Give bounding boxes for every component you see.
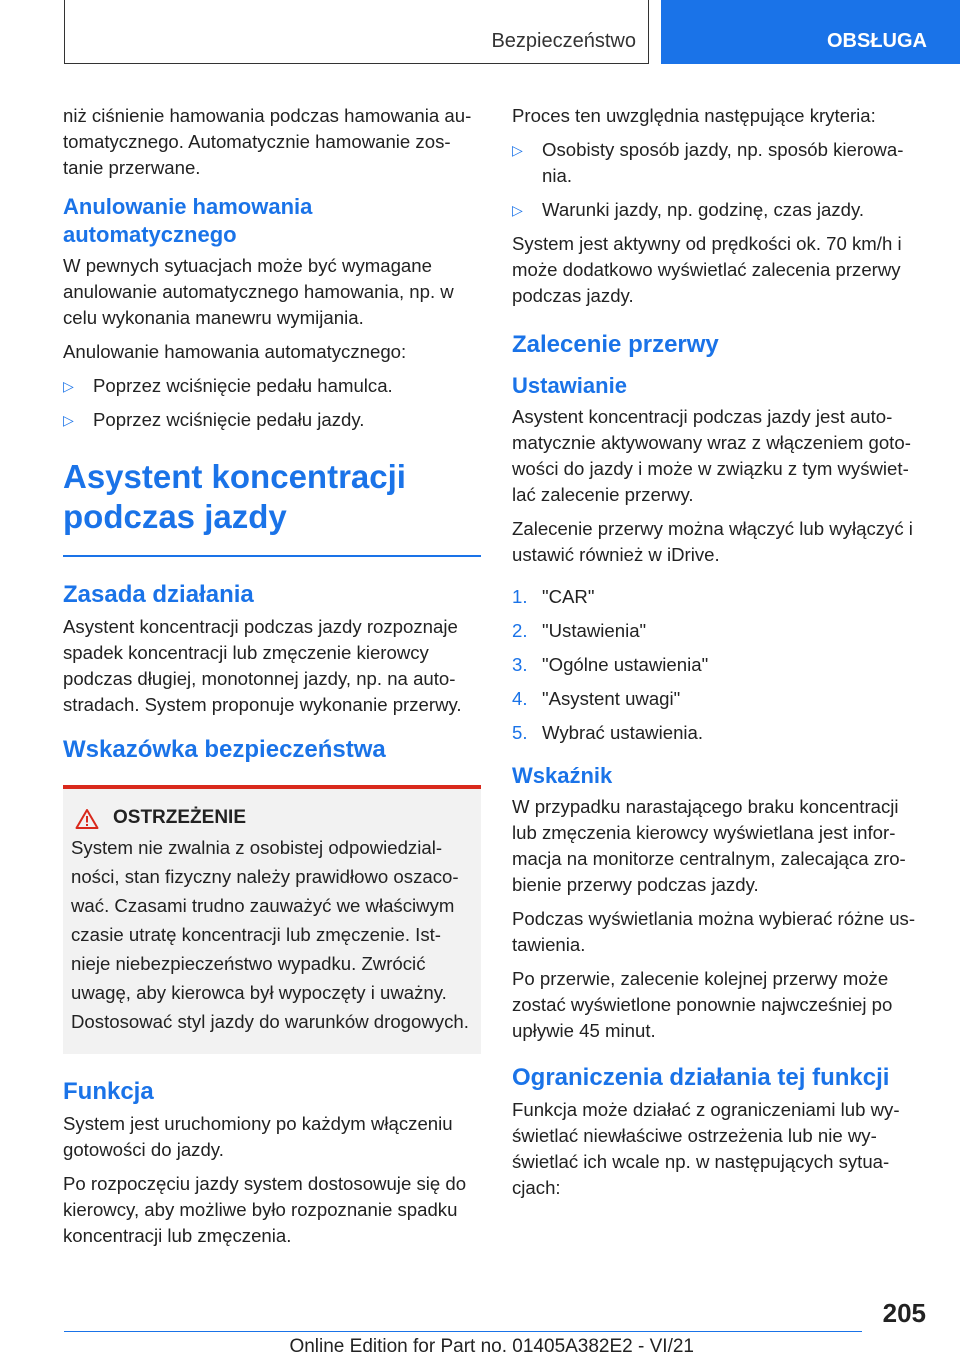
warning-box [63,785,481,1054]
triangle-bullet-icon: ▷ [512,142,523,158]
heading-function: Funkcja [63,1078,154,1105]
criteria-paragraph: Proces ten uwzględnia następujące kryteria: [512,105,876,126]
list-item: ▷ Osobisty sposób jazdy, np. sposób kierowania. [512,139,904,186]
step-item: 2. "Ustawienia" [512,620,647,641]
settings-steps [512,584,924,746]
footer-rule [64,1331,862,1332]
heading-safety-note: Wskazówka bezpieczeństwa [63,736,386,763]
heading-indicator: Wskaźnik [512,763,613,788]
heading-settings: Ustawianie [512,373,627,398]
function-paragraph-1: System jest uruchomiony po każdym włączeniu gotowości do jazdy. [63,1113,453,1160]
settings-paragraph-2: Zalecenie przerwy można włączyć lub wyłączyć i ustawić również w iDrive. [512,518,913,565]
heading-principle: Zasada działania [63,581,254,608]
step-item: 1. "CAR" [512,586,595,607]
function-paragraph-2: Po rozpoczęciu jazdy system dostosowuje się do kierowcy, aby możliwe było rozpoznanie spadku koncentracji lub zmęczenia. [63,1173,467,1246]
list-item: ▷ Warunki jazdy, np. godzinę, czas jazdy. [512,197,924,223]
page-number: 205 [882,1298,926,1328]
cancel-list [63,373,481,433]
active-paragraph: System jest aktywny od prędkości ok. 70 km/h i może dodatkowo wyświetlać zalecenia przerwy podczas jazdy. [512,233,902,306]
triangle-bullet-icon: ▷ [63,412,74,428]
indicator-paragraph-1: W przypadku narastającego braku koncentracji lub zmęczenia kierowcy wyświetlana jest informacja na monitorze centralnym, zalecająca zrobienie przerwy podczas jazdy. [512,796,906,895]
indicator-paragraph-3: Po przerwie, zalecenie kolejnej przerwy może zostać wyświetlone ponownie najwcześniej po upływie 45 minut. [512,968,893,1041]
list-item: ▷ Poprzez wciśnięcie pedału jazdy. [63,407,481,433]
list-item: ▷ Poprzez wciśnięcie pedału hamulca. [63,373,481,399]
indicator-paragraph-2: Podczas wyświetlania można wybierać różne ustawienia. [512,908,916,955]
warning-triangle-icon [75,808,99,829]
chapter-tab[interactable] [661,0,960,64]
step-item: 5. Wybrać ustawienia. [512,722,704,743]
chapter-tab-label: OBSŁUGA [827,30,927,52]
warning-text: System nie zwalnia z osobistej odpowiedzialności, stan fizyczny należy prawidłowo oszacować. Czasami trudno zauważyć we właściwym czasie utratę koncentracji lub zmęczenie. Istnieje niebezpieczeństwo wypadku. Zwrócić uwagę, aby kierowca był wypoczęty i uważny. Dostosować styl jazdy do warunków drogowych. [71,837,469,1032]
triangle-bullet-icon: ▷ [63,378,74,394]
left-column [63,103,481,1257]
limitations-paragraph: Funkcja może działać z ograniczeniami lub wyświetlać niewłaściwe ostrzeżenia lub nie wyświetlać ich wcale np. w następujących sytuacjach: [512,1099,900,1198]
heading-rule [63,555,481,557]
cancel-paragraph-1: W pewnych sytuacjach może być wymagane anulowanie automatycznego hamowania, np. w celu wykonania manewru wymijania. [63,255,454,328]
criteria-list [512,137,924,223]
warning-title: OSTRZEŻENIE [71,807,471,829]
heading-cancel-braking: Anulowanie hamowania automatycznego [63,194,313,247]
intro-paragraph: niż ciśnienie hamowania podczas hamowania automatycznego. Automatycznie hamowanie zostanie przerwane. [63,105,472,178]
cancel-paragraph-2: Anulowanie hamowania automatycznego: [63,341,407,362]
heading-limitations: Ograniczenia działania tej funkcji [512,1064,890,1091]
principle-paragraph: Asystent koncentracji podczas jazdy rozpoznaje spadek koncentracji lub zmęczenie kierowcy podczas długiej, monotonnej jazdy, np. na autostradach. System proponuje wykonanie przerwy. [63,616,462,715]
step-item: 3. "Ogólne ustawienia" [512,654,709,675]
settings-paragraph-1: Asystent koncentracji podczas jazdy jest automatycznie aktywowany wraz z włączeniem gotowości do jazdy i może w związku z tym wyświetlać zalecenie przerwy. [512,406,911,505]
main-heading: Asystent koncentracji podczas jazdy [63,458,406,535]
edition-note: Online Edition for Part no. 01405A382E2 - VI/21 [289,1336,694,1357]
step-item: 4. "Asystent uwagi" [512,688,681,709]
triangle-bullet-icon: ▷ [512,202,523,218]
heading-break-recommendation: Zalecenie przerwy [512,331,719,358]
section-title: Bezpieczeństwo [491,30,636,52]
right-column [512,103,924,1209]
